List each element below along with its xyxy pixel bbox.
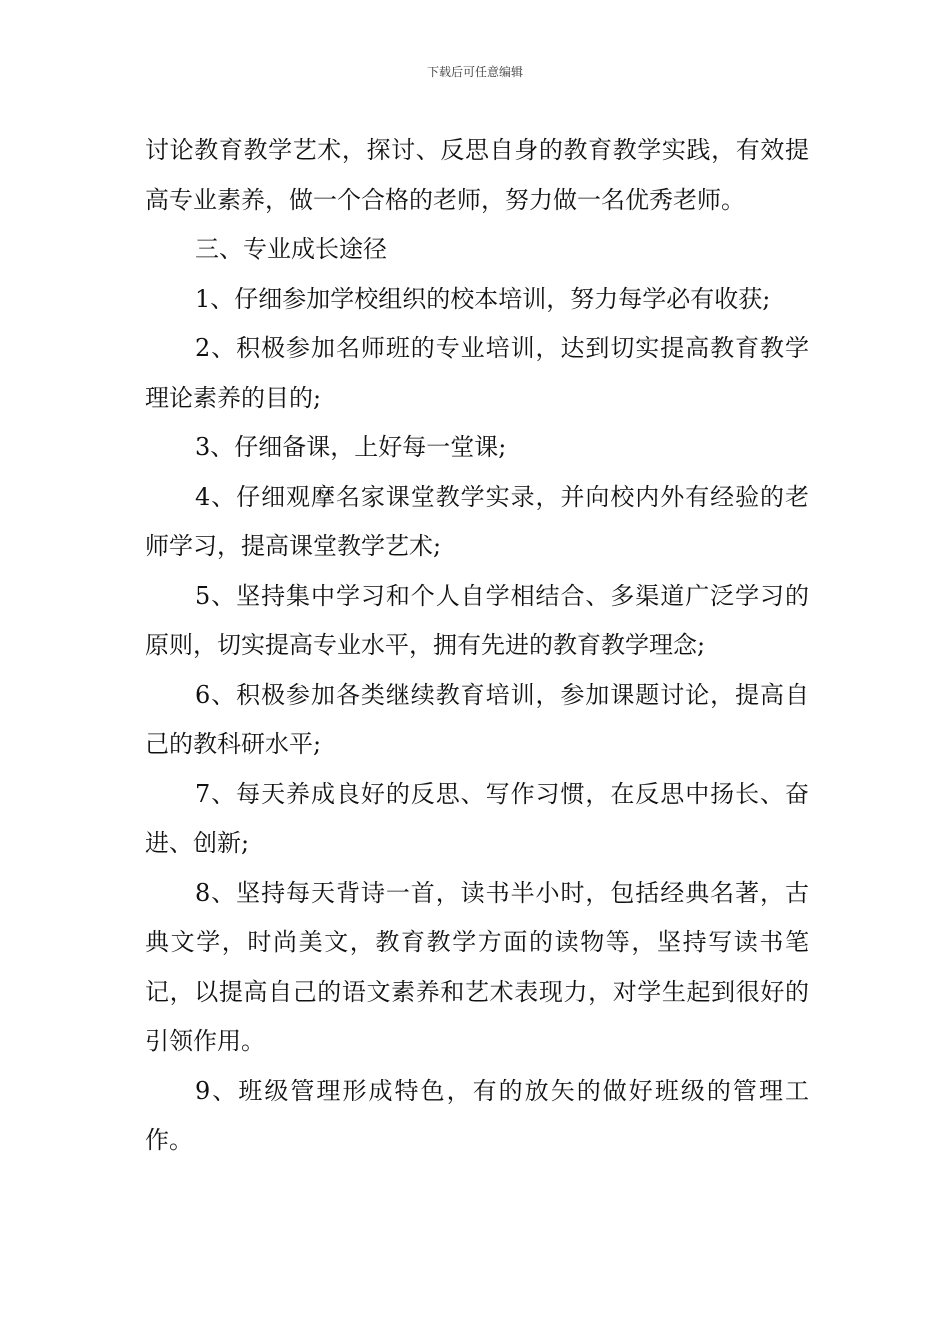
list-item-2: 2、积极参加名师班的专业培训，达到切实提高教育教学理论素养的目的; bbox=[145, 334, 809, 412]
document-body bbox=[145, 126, 809, 1166]
list-item-5: 5、坚持集中学习和个人自学相结合、多渠道广泛学习的原则，切实提高专业水平，拥有先进的教育教学理念; bbox=[145, 581, 809, 659]
list-item-7: 7、每天养成良好的反思、写作习惯，在反思中扬长、奋进、创新; bbox=[145, 779, 809, 857]
paragraph-continuation: 讨论教育教学艺术，探讨、反思自身的教育教学实践，有效提高专业素养，做一个合格的老师，努力做一名优秀老师。 bbox=[145, 136, 809, 214]
list-item-6: 6、积极参加各类继续教育培训，参加课题讨论，提高自己的教科研水平; bbox=[145, 680, 809, 758]
list-item-4: 4、仔细观摩名家课堂教学实录，并向校内外有经验的老师学习，提高课堂教学艺术; bbox=[145, 482, 809, 560]
list-item-9: 9、班级管理形成特色，有的放矢的做好班级的管理工作。 bbox=[145, 1076, 809, 1154]
list-item-8: 8、坚持每天背诗一首，读书半小时，包括经典名著，古典文学，时尚美文，教育教学方面的读物等，坚持写读书笔记，以提高自己的语文素养和艺术表现力，对学生起到很好的引领作用。 bbox=[145, 878, 809, 1055]
list-item-3: 3、仔细备课，上好每一堂课; bbox=[195, 433, 507, 461]
page-header-note: 下载后可任意编辑 bbox=[426, 65, 523, 79]
section-heading: 三、专业成长途径 bbox=[195, 235, 387, 263]
list-item-1: 1、仔细参加学校组织的校本培训，努力每学必有收获; bbox=[195, 284, 771, 313]
